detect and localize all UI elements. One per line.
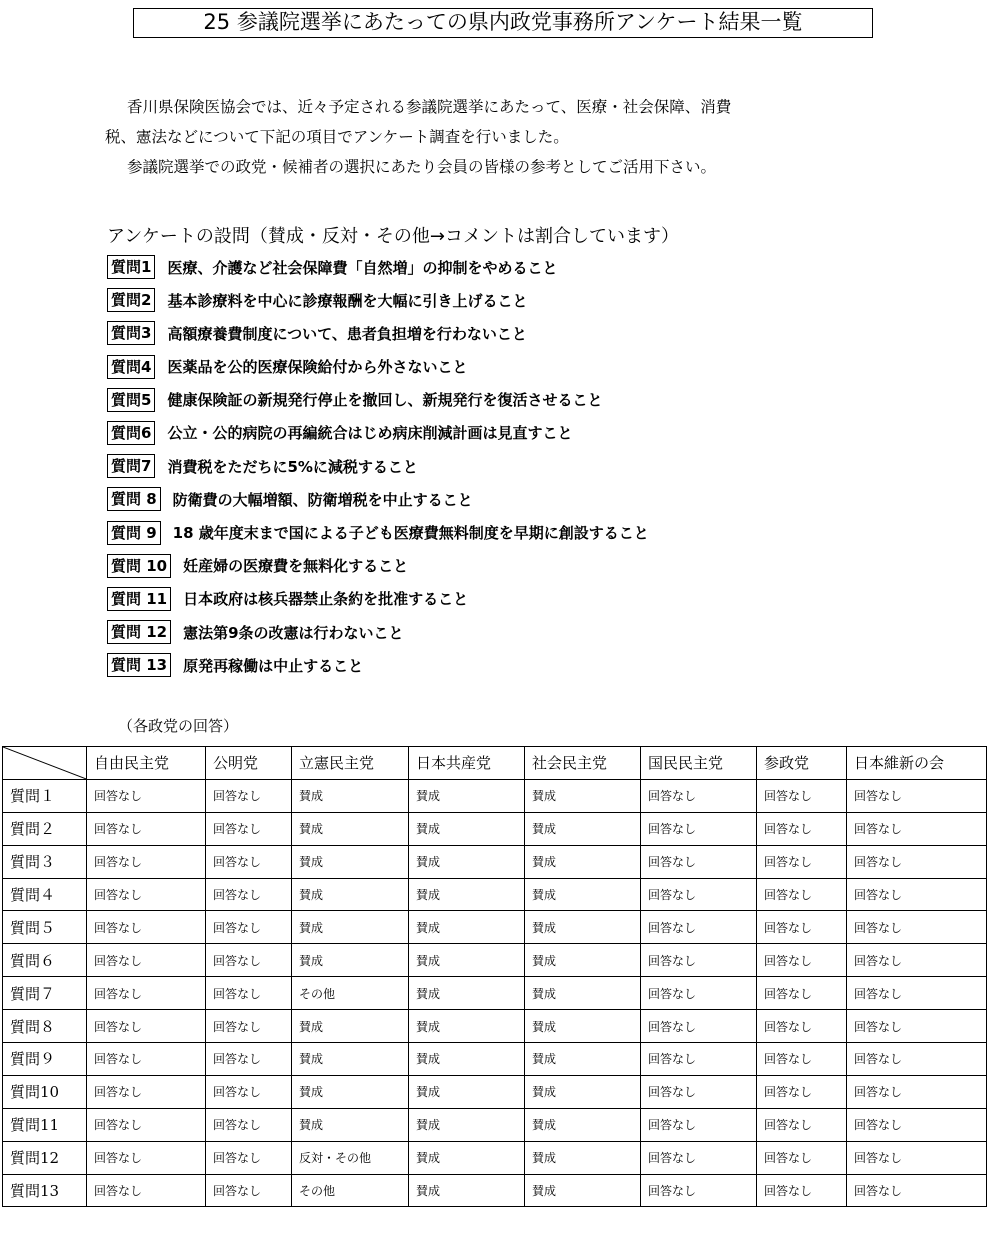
answer-cell: 回答なし (847, 1174, 987, 1207)
table-row (3, 878, 987, 911)
row-label: 質問５ (3, 911, 87, 944)
answer-cell: 賛成 (409, 878, 525, 911)
intro-text (105, 92, 905, 182)
table-header-row (3, 747, 987, 780)
question-text: 日本政府は核兵器禁止条約を批准すること (183, 590, 469, 609)
answer-cell: 賛成 (292, 1075, 409, 1108)
table-row (3, 944, 987, 977)
answer-cell: 賛成 (292, 845, 409, 878)
diagonal-line (3, 747, 86, 779)
answer-cell: 回答なし (641, 878, 757, 911)
table-row (3, 1108, 987, 1141)
answer-cell: 回答なし (206, 1010, 292, 1043)
answer-cell: 回答なし (847, 845, 987, 878)
answer-cell: 賛成 (525, 977, 641, 1010)
answer-cell: 賛成 (525, 1174, 641, 1207)
answer-cell: 賛成 (525, 1075, 641, 1108)
answer-cell: 回答なし (847, 977, 987, 1010)
question-label: 質問7 (107, 454, 155, 478)
party-header: 参政党 (757, 747, 847, 780)
table-body (3, 779, 987, 1207)
table-row (3, 977, 987, 1010)
question-label: 質問5 (107, 388, 155, 412)
answer-cell: 回答なし (87, 845, 206, 878)
answer-cell: 回答なし (641, 977, 757, 1010)
answer-cell: 回答なし (847, 911, 987, 944)
answer-cell: 賛成 (409, 1010, 525, 1043)
answer-cell: 回答なし (206, 812, 292, 845)
row-label: 質問10 (3, 1075, 87, 1108)
answer-cell: 回答なし (757, 878, 847, 911)
answers-caption: （各政党の回答） (118, 717, 239, 735)
answer-cell: 回答なし (87, 944, 206, 977)
answer-cell: 回答なし (206, 1043, 292, 1076)
row-label: 質問７ (3, 977, 87, 1010)
answer-cell: 回答なし (87, 1174, 206, 1207)
answer-cell: 賛成 (409, 779, 525, 812)
question-text: 原発再稼働は中止すること (183, 656, 364, 675)
answer-cell: 賛成 (525, 1141, 641, 1174)
question-item (107, 354, 649, 380)
answer-cell: 賛成 (292, 944, 409, 977)
question-item (107, 652, 649, 678)
answer-cell: 回答なし (757, 1075, 847, 1108)
party-header: 自由民主党 (87, 747, 206, 780)
party-header: 日本維新の会 (847, 747, 987, 780)
question-label: 質問4 (107, 355, 155, 379)
intro-line-1: 香川県保険医協会では、近々予定される参議院選挙にあたって、医療・社会保障、消費 (127, 98, 732, 116)
answer-cell: 回答なし (641, 911, 757, 944)
question-text: 基本診療料を中心に診療報酬を大幅に引き上げること (167, 291, 528, 310)
party-header: 立憲民主党 (292, 747, 409, 780)
answer-cell: 賛成 (409, 1174, 525, 1207)
answer-cell: 賛成 (525, 812, 641, 845)
question-label: 質問 9 (107, 521, 161, 545)
answer-cell: 回答なし (641, 812, 757, 845)
question-label: 質問 11 (107, 587, 171, 611)
corner-cell (3, 747, 87, 780)
answer-cell: 賛成 (525, 944, 641, 977)
question-label: 質問 8 (107, 487, 161, 511)
party-header: 社会民主党 (525, 747, 641, 780)
answer-cell: 賛成 (525, 1108, 641, 1141)
row-label: 質問６ (3, 944, 87, 977)
answer-cell: 回答なし (847, 1010, 987, 1043)
answer-cell: 回答なし (206, 1141, 292, 1174)
question-item (107, 287, 649, 313)
answer-cell: 回答なし (757, 1174, 847, 1207)
answer-cell: 回答なし (87, 977, 206, 1010)
answer-cell: 賛成 (409, 944, 525, 977)
question-label: 質問 12 (107, 620, 171, 644)
table-row (3, 845, 987, 878)
question-text: 妊産婦の医療費を無料化すること (183, 557, 409, 576)
question-text: 高額療養費制度について、患者負担増を行わないこと (167, 324, 527, 343)
answer-cell: 回答なし (641, 1108, 757, 1141)
answer-cell: 回答なし (206, 1075, 292, 1108)
answer-cell: 回答なし (757, 944, 847, 977)
answer-cell: 回答なし (757, 845, 847, 878)
answer-cell: 賛成 (409, 977, 525, 1010)
answer-cell: 賛成 (292, 911, 409, 944)
party-header: 日本共産党 (409, 747, 525, 780)
question-item (107, 486, 649, 512)
question-text: 公立・公的病院の再編統合はじめ病床削減計画は見直すこと (167, 424, 573, 443)
answer-cell: 賛成 (292, 878, 409, 911)
answer-cell: 賛成 (409, 812, 525, 845)
row-label: 質問２ (3, 812, 87, 845)
row-label: 質問４ (3, 878, 87, 911)
table-row (3, 779, 987, 812)
row-label: 質問９ (3, 1043, 87, 1076)
answer-cell: 回答なし (87, 1075, 206, 1108)
answer-cell: 回答なし (87, 779, 206, 812)
questions-heading: アンケートの設問（賛成・反対・その他→コメントは割合しています） (107, 226, 679, 247)
question-item (107, 553, 649, 579)
answer-cell: 回答なし (757, 911, 847, 944)
question-item (107, 520, 649, 546)
table-row (3, 1174, 987, 1207)
row-label: 質問13 (3, 1174, 87, 1207)
answer-cell: 回答なし (206, 878, 292, 911)
answer-cell: 賛成 (409, 845, 525, 878)
question-item (107, 619, 649, 645)
intro-line-2: 税、憲法などについて下記の項目でアンケート調査を行いました。 (105, 128, 569, 146)
table-row (3, 1075, 987, 1108)
row-label: 質問11 (3, 1108, 87, 1141)
question-text: 消費税をただちに5%に減税すること (167, 457, 418, 476)
question-label: 質問1 (107, 255, 155, 279)
party-header: 公明党 (206, 747, 292, 780)
question-text: 医薬品を公的医療保険給付から外さないこと (167, 358, 468, 377)
answer-cell: 賛成 (525, 845, 641, 878)
answer-cell: 回答なし (641, 779, 757, 812)
question-item (107, 453, 649, 479)
answers-table (2, 746, 987, 1207)
answer-cell: 回答なし (847, 944, 987, 977)
question-label: 質問 13 (107, 653, 171, 677)
answer-cell: 回答なし (847, 812, 987, 845)
answer-cell: 賛成 (409, 911, 525, 944)
answer-cell: 回答なし (87, 1108, 206, 1141)
question-text: 防衛費の大幅増額、防衛増税を中止すること (172, 490, 473, 509)
row-label: 質問３ (3, 845, 87, 878)
question-item (107, 586, 649, 612)
answer-cell: 賛成 (525, 878, 641, 911)
row-label: 質問12 (3, 1141, 87, 1174)
table-row (3, 812, 987, 845)
question-text: 健康保険証の新規発行停止を撤回し、新規発行を復活させること (167, 391, 603, 410)
answer-cell: 回答なし (757, 977, 847, 1010)
answer-cell: 賛成 (409, 1043, 525, 1076)
answer-cell: 回答なし (87, 812, 206, 845)
answer-cell: 賛成 (409, 1108, 525, 1141)
answer-cell: その他 (292, 977, 409, 1010)
question-item (107, 420, 649, 446)
answer-cell: 賛成 (525, 779, 641, 812)
row-label: 質問８ (3, 1010, 87, 1043)
answer-cell: 賛成 (409, 1075, 525, 1108)
table-row (3, 911, 987, 944)
answer-cell: 回答なし (847, 1043, 987, 1076)
question-item (107, 320, 649, 346)
answer-cell: 回答なし (847, 779, 987, 812)
answer-cell: 回答なし (206, 1174, 292, 1207)
answer-cell: 回答なし (641, 944, 757, 977)
answer-cell: 回答なし (641, 1141, 757, 1174)
row-label: 質問１ (3, 779, 87, 812)
answer-cell: 回答なし (87, 911, 206, 944)
answer-cell: 賛成 (292, 779, 409, 812)
answer-cell: その他 (292, 1174, 409, 1207)
question-list (107, 254, 649, 685)
question-text: 18 歳年度末まで国による子ども医療費無料制度を早期に創設すること (172, 524, 649, 542)
page-title: 25 参議院選挙にあたっての県内政党事務所アンケート結果一覧 (133, 8, 873, 38)
answer-cell: 回答なし (757, 812, 847, 845)
answer-cell: 回答なし (206, 845, 292, 878)
answer-cell: 回答なし (757, 1141, 847, 1174)
answer-cell: 賛成 (292, 1108, 409, 1141)
answer-cell: 賛成 (525, 1010, 641, 1043)
question-label: 質問6 (107, 421, 155, 445)
question-item (107, 387, 649, 413)
answer-cell: 回答なし (757, 1108, 847, 1141)
answer-cell: 回答なし (641, 1174, 757, 1207)
answer-cell: 賛成 (292, 1010, 409, 1043)
intro-line-3: 参議院選挙での政党・候補者の選択にあたり会員の皆様の参考としてご活用下さい。 (127, 158, 717, 176)
answer-cell: 賛成 (292, 812, 409, 845)
question-text: 憲法第9条の改憲は行わないこと (183, 623, 404, 642)
question-label: 質問3 (107, 321, 155, 345)
answer-cell: 回答なし (757, 1043, 847, 1076)
answer-cell: 回答なし (206, 1108, 292, 1141)
answer-cell: 反対・その他 (292, 1141, 409, 1174)
question-text: 医療、介護など社会保障費「自然増」の抑制をやめること (167, 258, 558, 277)
answer-cell: 回答なし (757, 1010, 847, 1043)
answer-cell: 回答なし (641, 1043, 757, 1076)
answer-cell: 賛成 (525, 1043, 641, 1076)
table-row (3, 1141, 987, 1174)
answer-cell: 賛成 (409, 1141, 525, 1174)
answer-cell: 回答なし (87, 1043, 206, 1076)
answer-cell: 回答なし (206, 911, 292, 944)
answer-cell: 回答なし (87, 878, 206, 911)
question-label: 質問 10 (107, 554, 171, 578)
answer-cell: 回答なし (641, 1010, 757, 1043)
table-row (3, 1043, 987, 1076)
question-item (107, 254, 649, 280)
answer-cell: 回答なし (87, 1141, 206, 1174)
party-header: 国民民主党 (641, 747, 757, 780)
answer-cell: 賛成 (525, 911, 641, 944)
answer-cell: 回答なし (641, 845, 757, 878)
answer-cell: 回答なし (847, 878, 987, 911)
answer-cell: 回答なし (847, 1141, 987, 1174)
answer-cell: 回答なし (206, 779, 292, 812)
answer-cell: 回答なし (757, 779, 847, 812)
answer-cell: 回答なし (206, 977, 292, 1010)
answer-cell: 回答なし (641, 1075, 757, 1108)
question-label: 質問2 (107, 288, 155, 312)
answer-cell: 賛成 (292, 1043, 409, 1076)
answer-cell: 回答なし (206, 944, 292, 977)
table-row (3, 1010, 987, 1043)
answer-cell: 回答なし (847, 1108, 987, 1141)
answer-cell: 回答なし (87, 1010, 206, 1043)
answer-cell: 回答なし (847, 1075, 987, 1108)
